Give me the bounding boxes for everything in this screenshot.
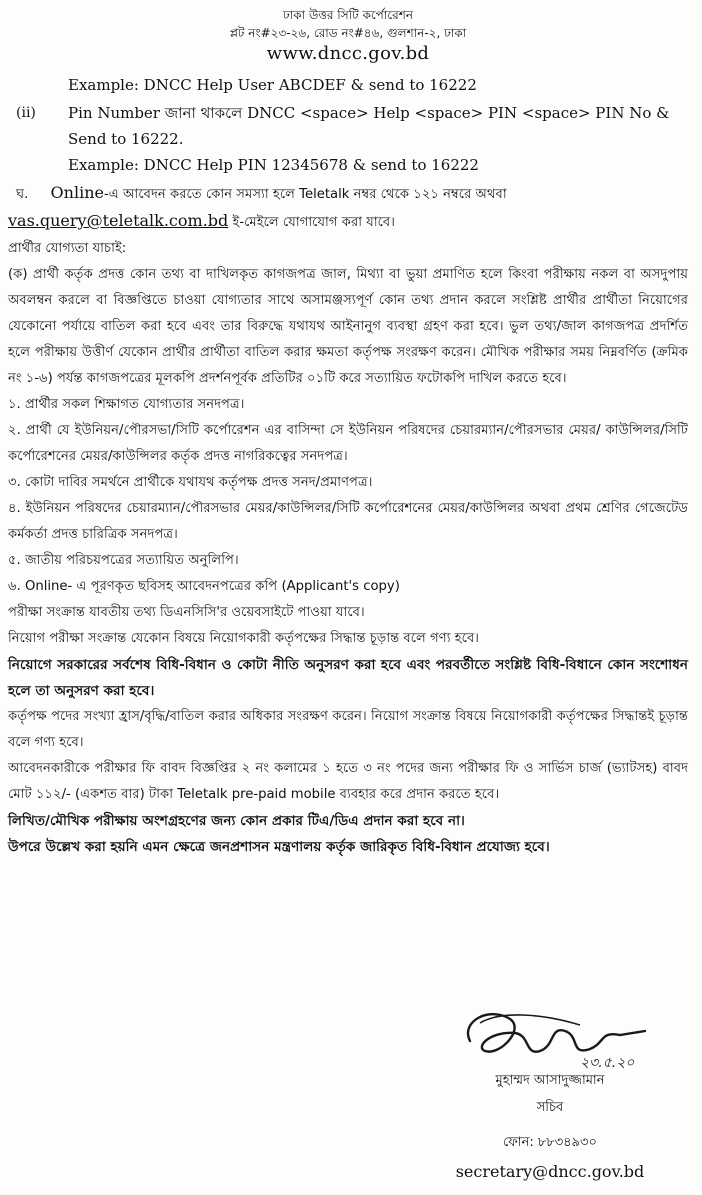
- fee-note: আবেদনকারীকে পরীক্ষার ফি বাবদ বিজ্ঞপ্তির ২ নং কলামের ১ হতে ৩ নং পদের জন্য পরীক্ষার ফি ও সার্ভিস চার্জ (ভ্যাটসহ) বাবদ মোট ১১২/- (একশত বার) টাকা Teletalk pre-paid mobile ব্যবহার করে প্রদান করতে হবে।: [8, 761, 688, 802]
- online-word: Online: [50, 183, 104, 202]
- document-item: ৫. জাতীয় পরিচয়পত্রের সত্যায়িত অনুলিপি।: [8, 553, 239, 568]
- eligibility-heading: প্রার্থীর যোগ্যতা যাচাই:: [8, 241, 127, 256]
- signatory-email[interactable]: secretary@dncc.gov.bd: [455, 1162, 645, 1181]
- online-issue-paragraph: [8, 180, 688, 236]
- quota-policy-note: নিয়োগে সরকারের সর্বশেষ বিধি-বিধান ও কোটা নীতি অনুসরণ করা হবে এবং পরবর্তীতে সংশ্লিষ্ট বিধি-বিধানে কোন সংশোধন হলে তা অনুসরণ করা হবে।: [8, 657, 688, 699]
- signatory-title: সচিব: [536, 1100, 564, 1115]
- authority-note: কর্তৃপক্ষ পদের সংখ্যা হ্রাস/বৃদ্ধি/বাতিল করার অধিকার সংরক্ষণ করেন। নিয়োগ সংক্রান্ত বিষয়ে নিয়োগকারী কর্তৃপক্ষের সিদ্ধান্তই চূড়ান্ত বলে গণ্য হবে।: [8, 709, 688, 750]
- document-item: ১. প্রার্থীর সকল শিক্ষাগত যোগ্যতার সনদপত্র।: [8, 397, 245, 412]
- org-address: প্লট নং#২৩-২৬, রোড নং#৪৬, গুলশান-২, ঢাকা: [229, 26, 467, 40]
- document-item: ২. প্রার্থী যে ইউনিয়ন/পৌরসভা/সিটি কর্পোরেশন এর বাসিন্দা সে ইউনিয়ন পরিষদের চেয়ারম্যান/পৌরসভার মেয়র/ কাউন্সিলর/সিটি কর্পোরেশনের মেয়র/কাউন্সিলর কর্তৃক প্রদত্ত নাগরিকত্বের সনদপত্র।: [8, 423, 688, 464]
- note-website: পরীক্ষা সংক্রান্ত যাবতীয় তথ্য ডিএনসিসি'র ওয়েবসাইটে পাওয়া যাবে।: [8, 605, 365, 620]
- item-label-ii: (ii): [16, 105, 36, 121]
- online-issue-text2: ই-মেইলে যোগাযোগ করা যাবে।: [228, 215, 395, 230]
- signature-block: [420, 1001, 680, 1181]
- documents-list: [8, 392, 688, 600]
- handwritten-signature: [430, 1001, 670, 1071]
- eligibility-paragraph-ka: (ক) প্রার্থী কর্তৃক প্রদত্ত কোন তথ্য বা দাখিলকৃত কাগজপত্র জাল, মিথ্যা বা ভুয়া প্রমাণিত হলে কিংবা পরীক্ষায় নকল বা অসদুপায় অবলম্বন করলে বা বিজ্ঞপ্তিতে চাওয়া যোগ্যতার সাথে অসামঞ্জস্যপূর্ণ কোন তথ্য প্রদান করলে সংশ্লিষ্ট প্রার্থীর প্রার্থীতা নিয়োগের যেকোনো পর্যায়ে বাতিল করা হবে এবং তার বিরুদ্ধে যথাযথ আইনানুগ ব্যবস্থা গ্রহণ করা হবে। ভুল তথ্য/জাল কাগজপত্র প্রদর্শিত হলে পরীক্ষায় উত্তীর্ণ যেকোন প্রার্থীর প্রার্থীতা বাতিল করার ক্ষমতা কর্তৃপক্ষ সংরক্ষণ করেন। মৌখিক পরীক্ষার সময় নিম্নবর্ণিত (ক্রমিক নং ১-৬) পর্যন্ত কাগজপত্রের মূলকপি প্রদর্শনপূর্বক প্রতিটির ০১টি করে সত্যায়িত ফটোকপি দাখিল করতে হবে।: [8, 267, 688, 386]
- document-page: [0, 6, 702, 1195]
- document-item: ৪. ইউনিয়ন পরিষদের চেয়ারম্যান/পৌরসভার মেয়র/কাউন্সিলর/সিটি কর্পোরেশনের মেয়র/কাউন্সিলর অথবা প্রথম শ্রেণির গেজেটেড কর্মকর্তা প্রদত্ত চারিত্রিক সনদপত্র।: [8, 501, 688, 542]
- signature-date: ২৩.৫.২০: [580, 1055, 635, 1071]
- example-pin-line: Example: DNCC Help PIN 12345678 & send to 16222: [68, 156, 479, 174]
- letterhead: [8, 6, 688, 66]
- document-item: ৩. কোটা দাবির সমর্থনে প্রার্থীকে যথাযথ কর্তৃপক্ষ প্রদত্ত সনদ/প্রমাণপত্র।: [8, 475, 373, 490]
- org-website: www.dncc.gov.bd: [266, 43, 430, 64]
- rules-note: উপরে উল্লেখ করা হয়নি এমন ক্ষেত্রে জনপ্রশাসন মন্ত্রণালয় কর্তৃক জারিকৃত বিধি-বিধান প্রযোজ্য হবে।: [8, 839, 550, 855]
- pin-instruction: Pin Number জানা থাকলে DNCC <space> Help <space> PIN <space> PIN No & Send to 16222.: [68, 104, 670, 148]
- support-email-link[interactable]: vas.query@teletalk.com.bd: [8, 211, 229, 230]
- example-user-line: Example: DNCC Help User ABCDEF & send to 16222: [68, 76, 477, 94]
- online-issue-text: -এ আবেদন করতে কোন সমস্যা হলে Teletalk নম্বর থেকে ১২১ নম্বরে অথবা: [103, 187, 507, 202]
- signatory-name: মুহাম্মদ আসাদুজ্জামান: [495, 1073, 605, 1088]
- signatory-phone: ফোন: ৮৮৩৪৯৩০: [503, 1135, 597, 1150]
- document-item: ৬. Online- এ পূরণকৃত ছবিসহ আবেদনপত্রের কপি (Applicant's copy): [8, 579, 400, 594]
- note-decision: নিয়োগ পরীক্ষা সংক্রান্ত যেকোন বিষয়ে নিয়োগকারী কর্তৃপক্ষের সিদ্ধান্ত চূড়ান্ত বলে গণ্য হবে।: [8, 631, 479, 646]
- item-label-gha: ঘ.: [16, 187, 29, 202]
- org-name: ঢাকা উত্তর সিটি কর্পোরেশন: [283, 8, 413, 22]
- ta-da-note: লিখিত/মৌখিক পরীক্ষায় অংশগ্রহণের জন্য কোন প্রকার টিএ/ডিএ প্রদান করা হবে না।: [8, 813, 465, 829]
